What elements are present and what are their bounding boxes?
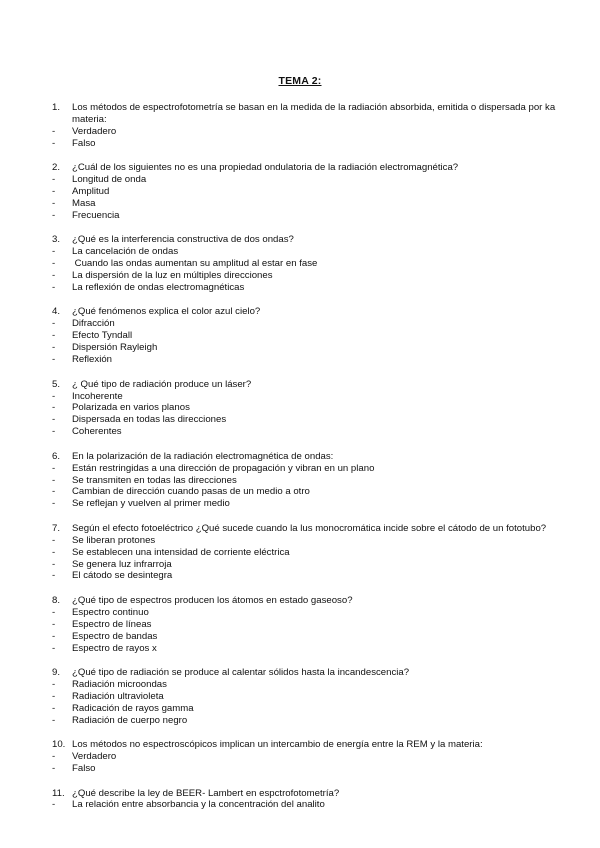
- answer-option: [52, 282, 572, 294]
- answer-option-text: Se transmiten en todas las direcciones: [72, 474, 237, 486]
- answer-option: [52, 547, 572, 559]
- question-item: [52, 234, 572, 294]
- bullet-dash: -: [52, 390, 56, 402]
- bullet-dash: -: [52, 209, 56, 221]
- question-text: Los métodos de espectrofotometría se basan en la medida de la radiación absorbida, emitida o dispersada por ka materia:: [72, 102, 556, 125]
- question-number: 10.: [52, 739, 66, 751]
- question-number: 11.: [52, 787, 65, 799]
- question-text: ¿Qué fenómenos explica el color azul cielo?: [72, 306, 261, 318]
- answer-option: [52, 535, 572, 547]
- bullet-dash: -: [52, 714, 56, 726]
- answer-option: [52, 715, 572, 727]
- answer-option: [52, 186, 572, 198]
- answer-option-text: La reflexión de ondas electromagnéticas: [72, 281, 245, 293]
- answer-option: [52, 354, 572, 366]
- bullet-dash: -: [52, 690, 56, 702]
- question-line: [52, 234, 572, 246]
- answer-option: [52, 258, 572, 270]
- answer-option-text: Se genera luz infrarroja: [72, 558, 172, 570]
- question-number: 8.: [52, 594, 61, 606]
- answer-option-text: Efecto Tyndall: [72, 330, 133, 342]
- question-item: [52, 379, 572, 439]
- answer-option-text: Frecuencia: [72, 209, 120, 221]
- bullet-dash: -: [52, 137, 56, 149]
- answer-option-text: Radiación microondas: [72, 679, 167, 690]
- answer-option-text: Verdadero: [72, 751, 117, 763]
- answer-option: [52, 751, 572, 763]
- question-item: [52, 523, 572, 583]
- answer-option-text: La relación entre absorbancia y la concentración del analito: [72, 799, 325, 811]
- bullet-dash: -: [52, 606, 56, 618]
- question-text: Según el efecto fotoeléctrico ¿Qué sucede cuando la lus monocromática incide sobre el cátodo de un fototubo?: [72, 522, 547, 534]
- bullet-dash: -: [52, 197, 56, 209]
- bullet-dash: -: [52, 246, 56, 258]
- answer-option-text: Dispersión Rayleigh: [72, 342, 158, 354]
- bullet-dash: -: [52, 570, 56, 582]
- question-line: [52, 523, 572, 535]
- question-text: ¿Qué es la interferencia constructiva de dos ondas?: [72, 234, 294, 246]
- question-number: 3.: [52, 234, 61, 246]
- question-number: 6.: [52, 450, 61, 462]
- answer-option: [52, 763, 572, 775]
- question-number: 7.: [52, 522, 61, 534]
- answer-option: [52, 559, 572, 571]
- answer-option: [52, 342, 572, 354]
- question-text: ¿Qué tipo de espectros producen los átomos en estado gaseoso?: [72, 594, 353, 606]
- answer-option: [52, 126, 572, 138]
- answer-option: [52, 607, 572, 619]
- answer-option: [52, 210, 572, 222]
- answer-option-text: Cambian de dirección cuando pasas de un medio a otro: [72, 486, 310, 498]
- answer-option: [52, 679, 572, 691]
- answer-option: [52, 246, 572, 258]
- answer-option: [52, 463, 572, 475]
- answer-option-text: Falso: [72, 137, 96, 149]
- question-item: [52, 162, 572, 222]
- answer-option: [52, 475, 572, 487]
- bullet-dash: -: [52, 498, 56, 510]
- bullet-dash: -: [52, 462, 56, 474]
- bullet-dash: -: [52, 318, 56, 330]
- answer-option: [52, 414, 572, 426]
- question-line: [52, 451, 572, 463]
- answer-option: [52, 318, 572, 330]
- answer-option: [52, 330, 572, 342]
- answer-option-text: Cuando las ondas aumentan su amplitud al estar en fase: [72, 258, 318, 270]
- question-text: Los métodos no espectroscópicos implican un intercambio de energía entre la REM y la materia:: [72, 739, 483, 751]
- bullet-dash: -: [52, 258, 56, 270]
- bullet-dash: -: [52, 330, 56, 342]
- question-number: 9.: [52, 667, 61, 679]
- question-text: En la polarización de la radiación electromagnética de ondas:: [72, 450, 334, 462]
- bullet-dash: -: [52, 270, 56, 282]
- question-number: 1.: [52, 102, 61, 113]
- answer-option-text: La dispersión de la luz en múltiples direcciones: [72, 270, 273, 282]
- answer-option-text: El cátodo se desintegra: [72, 570, 173, 582]
- answer-option: [52, 426, 572, 438]
- answer-option-text: Se establecen una intensidad de corriente eléctrica: [72, 546, 290, 558]
- bullet-dash: -: [52, 474, 56, 486]
- answer-option-text: Verdadero: [72, 125, 117, 137]
- answer-option: [52, 198, 572, 210]
- bullet-dash: -: [52, 618, 56, 630]
- answer-option: [52, 402, 572, 414]
- answer-option: [52, 270, 572, 282]
- bullet-dash: -: [52, 630, 56, 642]
- question-item: [52, 667, 572, 727]
- answer-option-text: La cancelación de ondas: [72, 246, 179, 258]
- bullet-dash: -: [52, 546, 56, 558]
- bullet-dash: -: [52, 414, 56, 426]
- answer-option-text: Se liberan protones: [72, 534, 156, 546]
- answer-option: [52, 570, 572, 582]
- bullet-dash: -: [52, 125, 56, 137]
- question-item: [52, 739, 572, 775]
- answer-option: [52, 486, 572, 498]
- answer-option: [52, 391, 572, 403]
- bullet-dash: -: [52, 558, 56, 570]
- answer-option-text: Reflexión: [72, 354, 112, 366]
- question-number: 5.: [52, 378, 61, 390]
- bullet-dash: -: [52, 174, 56, 186]
- question-item: [52, 451, 572, 511]
- question-text: ¿ Qué tipo de radiación produce un láser?: [72, 378, 252, 390]
- answer-option-text: Radicación de rayos gamma: [72, 702, 194, 714]
- answer-option: [52, 643, 572, 655]
- answer-option: [52, 174, 572, 186]
- bullet-dash: -: [52, 702, 56, 714]
- bullet-dash: -: [52, 281, 56, 293]
- answer-option-text: Incoherente: [72, 390, 123, 402]
- question-line: [52, 306, 572, 318]
- answer-option: [52, 799, 572, 811]
- answer-option-text: Falso: [72, 763, 96, 775]
- answer-option-text: Radiación de cuerpo negro: [72, 714, 188, 726]
- bullet-dash: -: [52, 486, 56, 498]
- question-item: [52, 306, 572, 366]
- answer-option-text: Están restringidas a una dirección de propagación y vibran en un plano: [72, 462, 375, 474]
- question-list: [52, 102, 572, 824]
- bullet-dash: -: [52, 679, 56, 690]
- question-line: [52, 739, 572, 751]
- bullet-dash: -: [52, 354, 56, 366]
- question-item: [52, 788, 572, 812]
- answer-option-text: Longitud de onda: [72, 174, 147, 186]
- page-title: TEMA 2:: [278, 75, 322, 87]
- question-text: ¿Cuál de los siguientes no es una propiedad ondulatoria de la radiación electromagnética?: [72, 162, 459, 174]
- answer-option: [52, 619, 572, 631]
- answer-option: [52, 631, 572, 643]
- answer-option-text: Radiación ultravioleta: [72, 690, 164, 702]
- question-line: [52, 595, 572, 607]
- answer-option: [52, 138, 572, 150]
- question-number: 4.: [52, 306, 61, 318]
- bullet-dash: -: [52, 642, 56, 654]
- answer-option-text: Espectro de líneas: [72, 618, 152, 630]
- bullet-dash: -: [52, 534, 56, 546]
- question-item: [52, 102, 572, 150]
- question-line: [52, 788, 572, 800]
- bullet-dash: -: [52, 342, 56, 354]
- bullet-dash: -: [52, 186, 56, 198]
- answer-option: [52, 498, 572, 510]
- answer-option-text: Se reflejan y vuelven al primer medio: [72, 498, 230, 510]
- question-line: [52, 667, 572, 679]
- answer-option-text: Espectro de bandas: [72, 630, 158, 642]
- question-line: [52, 379, 572, 391]
- answer-option-text: Coherentes: [72, 426, 122, 438]
- question-text: ¿Qué tipo de radiación se produce al calentar sólidos hasta la incandescencia?: [72, 667, 410, 679]
- answer-option-text: Dispersada en todas las direcciones: [72, 414, 227, 426]
- answer-option-text: Masa: [72, 197, 96, 209]
- answer-option-text: Espectro de rayos x: [72, 642, 157, 654]
- answer-option-text: Amplitud: [72, 186, 110, 198]
- question-item: [52, 595, 572, 655]
- bullet-dash: -: [52, 799, 56, 811]
- question-line: [52, 102, 572, 126]
- answer-option-text: Espectro continuo: [72, 606, 149, 618]
- answer-option-text: Polarizada en varios planos: [72, 402, 190, 414]
- bullet-dash: -: [52, 402, 56, 414]
- bullet-dash: -: [52, 426, 56, 438]
- answer-option-text: Difracción: [72, 318, 115, 330]
- question-line: [52, 162, 572, 174]
- answer-option: [52, 703, 572, 715]
- question-number: 2.: [52, 162, 61, 174]
- question-text: ¿Qué describe la ley de BEER- Lambert en espctrofotometría?: [72, 787, 340, 799]
- answer-option: [52, 691, 572, 703]
- bullet-dash: -: [52, 763, 56, 775]
- bullet-dash: -: [52, 751, 56, 763]
